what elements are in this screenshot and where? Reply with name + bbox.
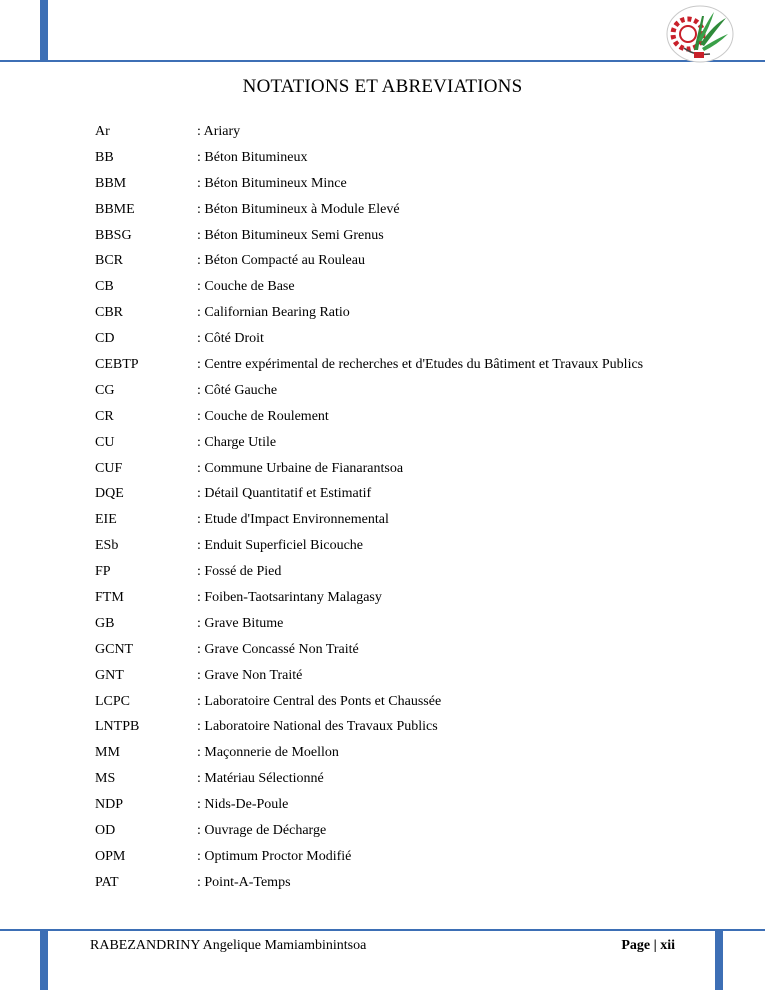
abbreviation-term: BCR — [95, 253, 124, 269]
abbreviation-term: CR — [95, 408, 114, 424]
abbreviation-term: EIE — [95, 512, 117, 528]
abbreviation-row — [95, 197, 735, 223]
abbreviation-row — [95, 533, 735, 559]
abbreviation-definition: : Grave Concassé Non Traité — [197, 641, 359, 657]
abbreviation-term: ESb — [95, 538, 119, 554]
abbreviation-row — [95, 637, 735, 663]
abbreviation-term: CD — [95, 331, 115, 347]
abbreviation-definition: : Charge Utile — [197, 434, 277, 450]
abbreviation-term: BB — [95, 149, 114, 165]
school-emblem-icon — [664, 4, 736, 64]
abbreviation-row — [95, 585, 735, 611]
abbreviation-row — [95, 559, 735, 585]
abbreviation-row — [95, 507, 735, 533]
abbreviation-definition: : Foiben-Taotsarintany Malagasy — [197, 589, 382, 605]
abbreviation-definition: : Maçonnerie de Moellon — [197, 745, 339, 761]
page-title: NOTATIONS ET ABREVIATIONS — [242, 76, 523, 97]
abbreviation-definition: : Matériau Sélectionné — [197, 771, 324, 787]
abbreviation-row — [95, 740, 735, 766]
abbreviation-definition: : Côté Droit — [197, 331, 264, 347]
abbreviation-row — [95, 223, 735, 249]
footer-author: RABEZANDRINY Angelique Mamiambinintsoa — [90, 938, 367, 953]
abbreviation-row — [95, 430, 735, 456]
abbreviation-row — [95, 119, 735, 145]
page-number: xii — [660, 938, 675, 953]
abbreviation-term: MM — [95, 745, 120, 761]
abbreviation-definition: : Béton Bitumineux — [197, 149, 308, 165]
abbreviation-list — [95, 119, 735, 896]
abbreviation-definition: : Laboratoire Central des Ponts et Chaussée — [197, 693, 442, 709]
abbreviation-definition: : Nids-De-Poule — [197, 797, 289, 813]
abbreviation-row — [95, 171, 735, 197]
abbreviation-term: OD — [95, 822, 116, 838]
abbreviation-row — [95, 248, 735, 274]
abbreviation-row — [95, 145, 735, 171]
abbreviation-row — [95, 404, 735, 430]
abbreviation-definition: : Laboratoire National des Travaux Publics — [197, 719, 438, 735]
abbreviation-term: CU — [95, 434, 115, 450]
abbreviation-row — [95, 456, 735, 482]
abbreviation-term: MS — [95, 771, 116, 787]
abbreviation-term: LCPC — [95, 693, 131, 709]
abbreviation-definition: : Centre expérimental de recherches et d'Etudes du Bâtiment et Travaux Publics — [197, 356, 644, 372]
page-label: Page — [621, 938, 651, 953]
abbreviation-term: OPM — [95, 848, 126, 864]
abbreviation-definition: : Grave Bitume — [197, 615, 284, 631]
abbreviation-row — [95, 766, 735, 792]
abbreviation-definition: : Ouvrage de Décharge — [197, 822, 327, 838]
abbreviation-row — [95, 870, 735, 896]
abbreviation-definition: : Détail Quantitatif et Estimatif — [197, 486, 372, 502]
abbreviation-definition: : Optimum Proctor Modifié — [197, 848, 352, 864]
page-number-label — [621, 938, 675, 954]
abbreviation-term: BBM — [95, 175, 127, 191]
abbreviation-term: BBME — [95, 201, 135, 217]
abbreviation-definition: : Ariary — [197, 123, 241, 139]
abbreviation-term: GB — [95, 615, 115, 631]
footer-rule — [0, 929, 765, 931]
abbreviation-definition: : Béton Bitumineux Semi Grenus — [197, 227, 384, 243]
abbreviation-row — [95, 663, 735, 689]
abbreviation-term: GNT — [95, 667, 124, 683]
abbreviation-row — [95, 611, 735, 637]
abbreviation-definition: : Côté Gauche — [197, 382, 278, 398]
abbreviation-definition: : Grave Non Traité — [197, 667, 303, 683]
abbreviation-definition: : Béton Compacté au Rouleau — [197, 253, 365, 269]
abbreviation-term: PAT — [95, 874, 119, 890]
page-separator: | — [653, 938, 657, 953]
abbreviation-definition: : Couche de Base — [197, 279, 295, 295]
footer-left-bar — [40, 931, 48, 990]
abbreviation-term: CUF — [95, 460, 123, 476]
abbreviation-definition: : Etude d'Impact Environnemental — [197, 512, 389, 528]
abbreviation-definition: : Commune Urbaine de Fianarantsoa — [197, 460, 404, 476]
abbreviation-row — [95, 689, 735, 715]
abbreviation-row — [95, 352, 735, 378]
abbreviation-row — [95, 378, 735, 404]
abbreviation-term: CG — [95, 382, 115, 398]
abbreviation-term: CB — [95, 279, 114, 295]
abbreviation-term: BBSG — [95, 227, 132, 243]
abbreviation-row — [95, 481, 735, 507]
abbreviation-term: FTM — [95, 589, 124, 605]
abbreviation-row — [95, 274, 735, 300]
abbreviation-definition: : Béton Bitumineux Mince — [197, 175, 347, 191]
abbreviation-term: Ar — [95, 123, 110, 139]
abbreviation-term: DQE — [95, 486, 124, 502]
abbreviation-term: CEBTP — [95, 356, 139, 372]
abbreviation-definition: : Enduit Superficiel Bicouche — [197, 538, 364, 554]
abbreviation-row — [95, 300, 735, 326]
abbreviation-definition: : Fossé de Pied — [197, 564, 282, 580]
abbreviation-row — [95, 326, 735, 352]
abbreviation-row — [95, 844, 735, 870]
header-rule — [0, 60, 765, 62]
abbreviation-definition: : Couche de Roulement — [197, 408, 329, 424]
abbreviation-term: FP — [95, 564, 111, 580]
footer-right-bar — [715, 931, 723, 990]
abbreviation-term: CBR — [95, 305, 124, 321]
abbreviation-term: GCNT — [95, 641, 134, 657]
abbreviation-row — [95, 714, 735, 740]
abbreviation-row — [95, 792, 735, 818]
abbreviation-definition: : Point-A-Temps — [197, 874, 291, 890]
abbreviation-term: LNTPB — [95, 719, 140, 735]
abbreviation-definition: : Californian Bearing Ratio — [197, 305, 350, 321]
abbreviation-definition: : Béton Bitumineux à Module Elevé — [197, 201, 400, 217]
abbreviation-term: NDP — [95, 797, 124, 813]
header-left-bar — [40, 0, 48, 60]
abbreviation-row — [95, 818, 735, 844]
